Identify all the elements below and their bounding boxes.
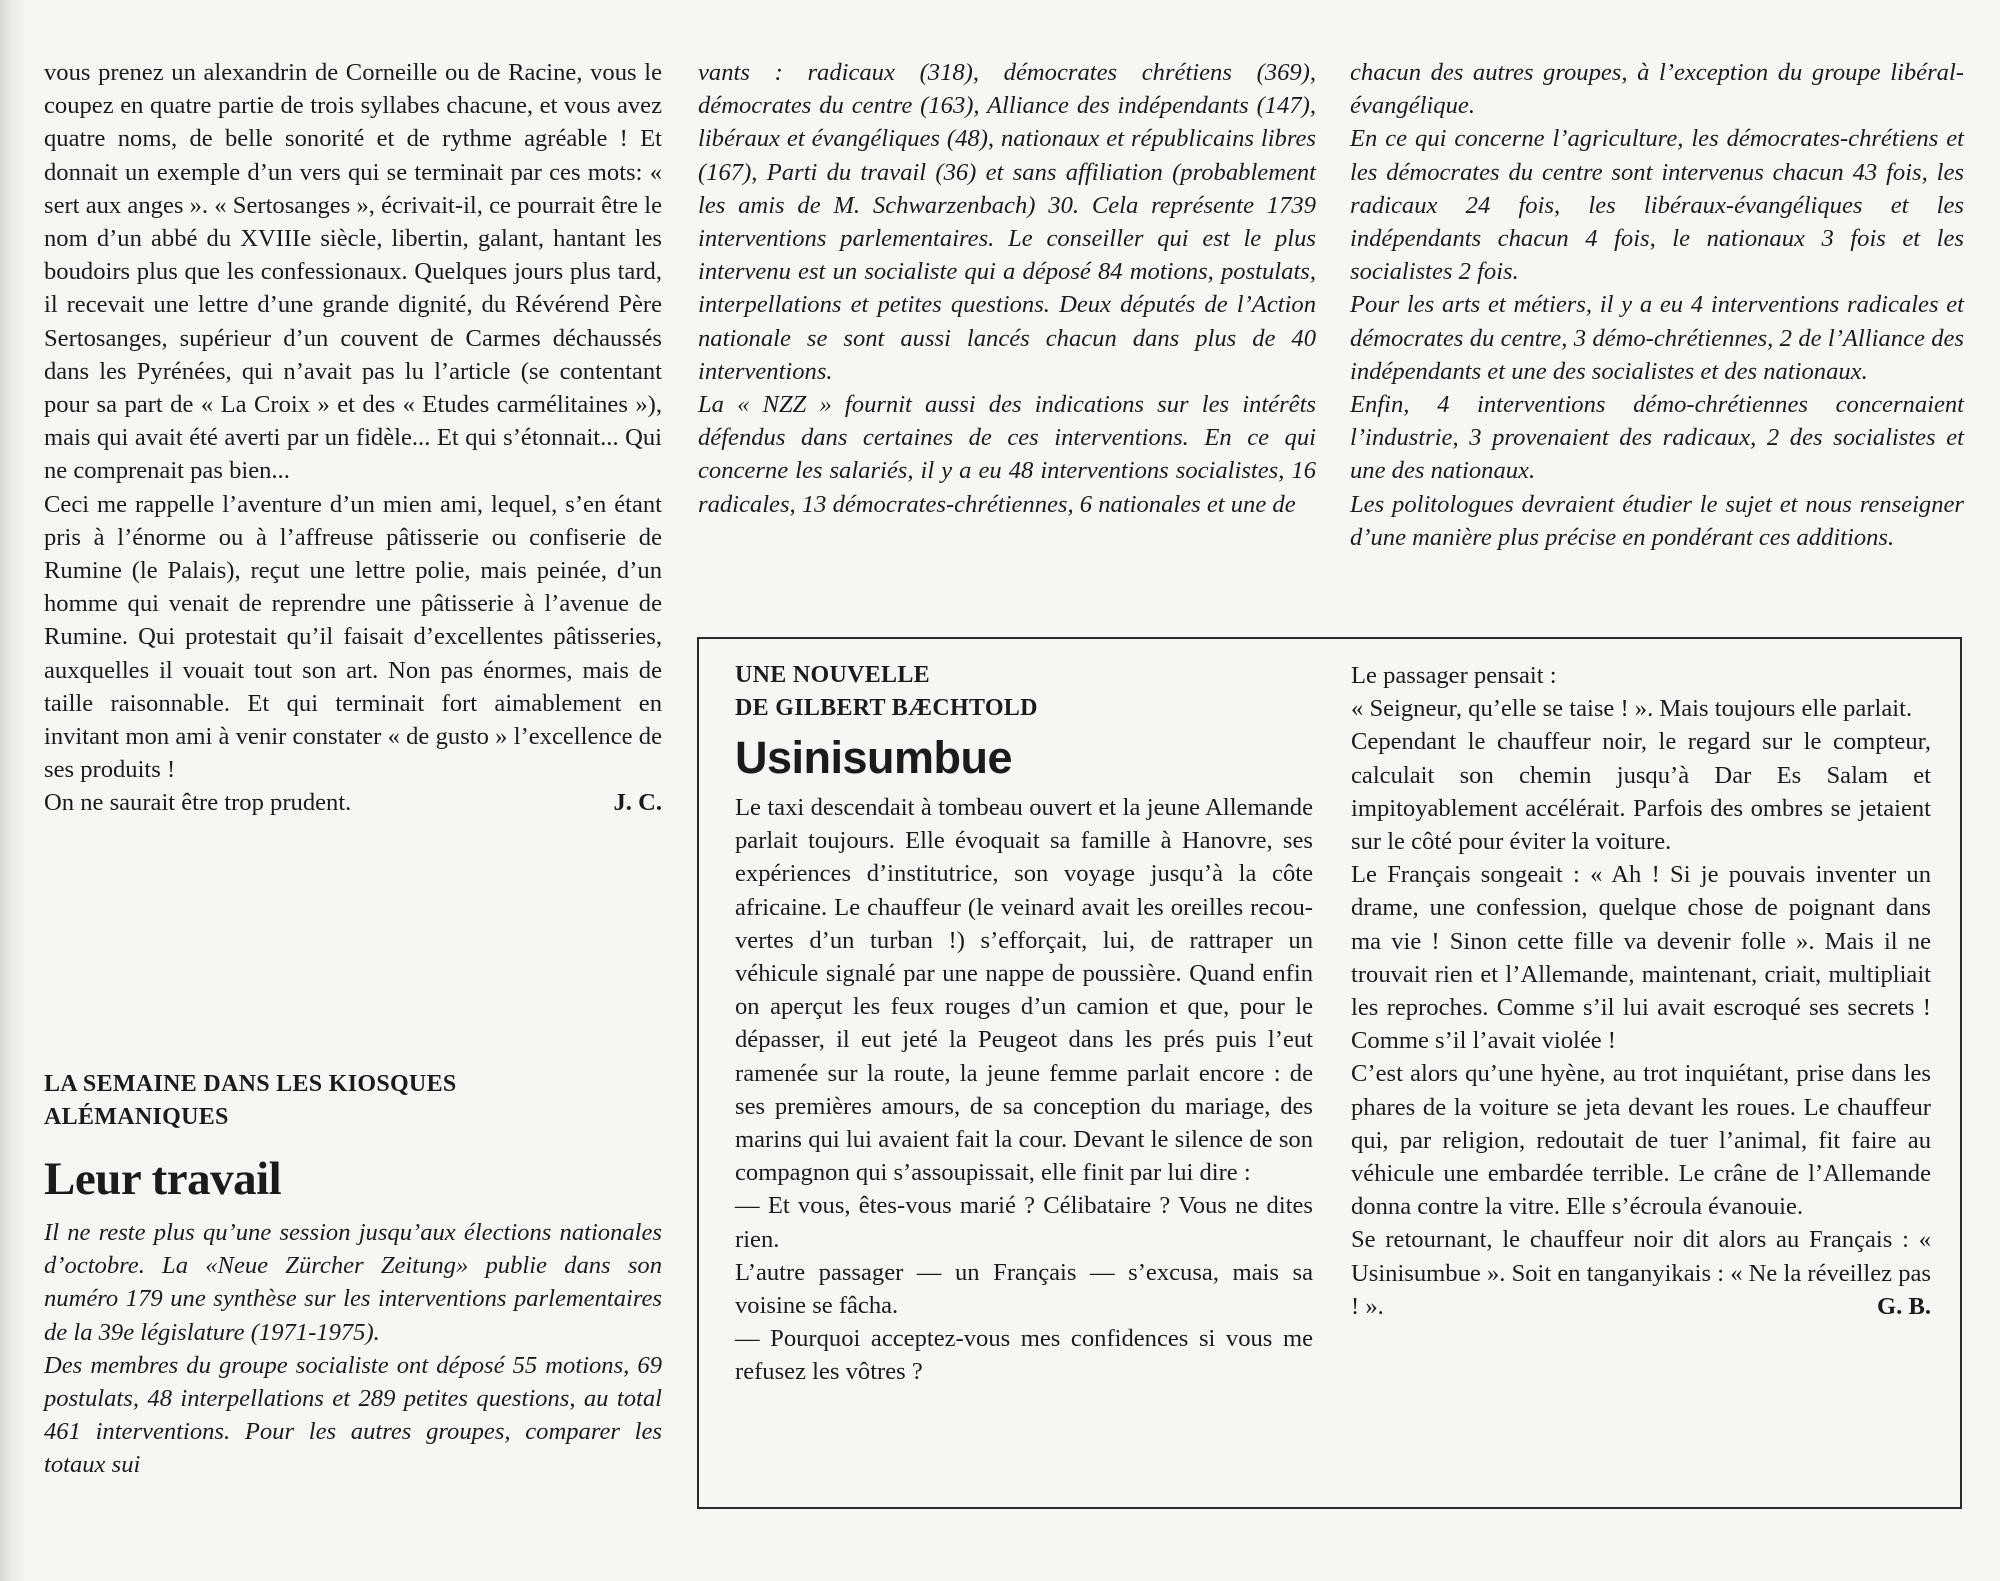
paragraph: En ce qui concerne l’agriculture, les démocrates-chrétiens et les démocrates du centre sont intervenus chacun 43 fois, les radicaux 24 fois, les libéraux-évangéliques et les indépendants chacun 4 fois, le nationaux 3 fois et les socialistes 2 fois. bbox=[1350, 125, 1964, 286]
paragraph: Ceci me rappelle l’aventure d’un mien ami, lequel, s’en étant pris à l’énorme ou à l’affreuse pâtisserie ou confiserie de Rumine (le Palais), reçut une lettre polie, mais peinée, d’un homme qui venait de reprendre une pâtisserie à l’avenue de Rumine. Qui protestait qu’il faisait d’excellentes pâtisseries, auxquelles il vouait tout son art. Non pas énormes, mais de taille raisonnable. Et qui terminait fort aimablement en invitant mon ami à venir constater « de gusto » l’excellence de ses produits ! bbox=[44, 490, 662, 784]
signature: J. C. bbox=[613, 789, 662, 817]
closing-row bbox=[44, 786, 662, 819]
story-left-column bbox=[735, 659, 1313, 1389]
paragraph: vous prenez un alexandrin de Corneille ou de Racine, vous le coupez en quatre partie de trois syllabes chacune, et vous avez quatre noms, de belle sonorité et de rythme agréable ! Et donnait un exemple d’un vers qui se terminait par ces mots: « sert aux anges ». « Sertosanges », écrivait-il, ce pourrait être le nom d’un abbé du XVIIIe siècle, libertin, galant, hantant les boudoirs plus que les confessionaux. Quelques jours plus tard, il recevait une lettre d’une grande dignité, du Révérend Père Sertosanges, supérieur d’un couvent de Carmes déchaussés dans les Pyrénées, qui n’avait pas lu l’article (se contentant pour sa part de « La Croix » et des « Etudes carmélitaines »), mais qui avait été averti par un fidèle... Et qui s’étonnait... Qui ne comprenait pas bien... bbox=[44, 59, 662, 485]
story-right-column bbox=[1351, 659, 1931, 1323]
paragraph: La « NZZ » fournit aussi des indications sur les intérêts défendus dans certaines de ces interventions. En ce qui concerne les salariés, il y a eu 48 interventions socialistes, 16 radicales, 13 démocrates-chrétiennes, 6 nationales et une de bbox=[698, 391, 1316, 518]
story-kicker: DE GILBERT BÆCHTOLD bbox=[735, 695, 1038, 721]
article-kicker: ALÉMANIQUES bbox=[44, 1104, 229, 1130]
paragraph: Des membres du groupe socialiste ont déposé 55 motions, 69 postulats, 48 interpellations et 289 petites questions, au total 461 interventions. Pour les autres groupes, comparer les totaux sui bbox=[44, 1351, 662, 1479]
paragraph: C’est alors qu’une hyène, au trot inquiétant, prise dans les phares de la voiture se jeta devant les roues. Le chauffeur qui, par religion, redoutait de tuer l’animal, fit faire au véhicule une embardée terrible. Le crâne de l’Allemande donna contre la vitre. Elle s’écroula évanouie. bbox=[1351, 1060, 1931, 1221]
paragraph: vants : radicaux (318), démocrates chrétiens (369), démocrates du centre (163), Alliance des indépendants (147), libéraux et évangéliques (48), nationaux et républicains libres (167), Parti du travail (36) et sans affiliation (probablement les amis de M. Schwarzenbach) 30. Cela représente 1739 interventions parlementaires. Le conseiller qui est le plus intervenu est un socialiste qui a déposé 84 motions, postulats, interpellations et petites questions. Deux députés de l’Action nationale se sont aussi lancés chacun dans plus de 40 interventions. bbox=[698, 59, 1316, 385]
paragraph: chacun des autres groupes, à l’exception du groupe libéral-évangélique. bbox=[1350, 59, 1964, 120]
paragraph: — Et vous, êtes-vous marié ? Célibataire ? Vous ne dites rien. bbox=[735, 1192, 1313, 1253]
paragraph: Pour les arts et métiers, il y a eu 4 interventions radicales et démocrates du centre, 3 démo-chrétiennes, 2 de l’Alliance des indépendants et une des socialistes et des nationaux. bbox=[1350, 291, 1964, 385]
article-kicker: LA SEMAINE DANS LES KIOSQUES bbox=[44, 1071, 457, 1097]
paragraph: Le taxi descendait à tombeau ouvert et la jeune Allemande parlait toujours. Elle évoquait sa famille à Hanovre, ses expériences d’institutrice, son voyage jusqu’à la côte africaine. Le chauffeur (le veinard avait les oreilles recouvertes d’un turban !) s’efforçait, lui, de rattraper un véhicule signalé par une nappe de poussière. Quand enfin on aperçut les feux rouges d’un camion et que, pour le dépasser, il eut jeté la Peugeot dans les prés puis l’eut ramenée sur la route, la jeune femme parlait encore : de ses premières amours, de sa conception du mariage, des marins qui lui avaient fait la cour. Devant le silence de son compagnon qui s’assoupissait, elle finit par lui dire : bbox=[735, 794, 1313, 1187]
closing-paragraph bbox=[1351, 1223, 1931, 1323]
closing-line: On ne saurait être trop prudent. bbox=[44, 789, 352, 817]
paragraph: Enfin, 4 interventions démo-chrétiennes concernaient l’industrie, 3 provenaient des radicaux, 2 des socialistes et une des nationaux. bbox=[1350, 391, 1964, 485]
story-kicker: UNE NOUVELLE bbox=[735, 662, 930, 688]
column-3 bbox=[1350, 56, 1964, 554]
paragraph: Le Français songeait : « Ah ! Si je pouvais inventer un drame, une confession, quelque chose de poignant dans ma vie ! Sinon cette fille va devenir folle ». Mais il ne trouvait rien et l’Allemande, maintenant, criait, multipliait les reproches. Comme s’il lui avait escroqué ses secrets ! Comme s’il l’avait violée ! bbox=[1351, 861, 1931, 1055]
signature: G. B. bbox=[1877, 1292, 1931, 1320]
story-headline: Usinisumbue bbox=[735, 732, 1013, 783]
article-headline: Leur travail bbox=[44, 1153, 282, 1205]
paragraph: Le passager pensait : bbox=[1351, 662, 1557, 689]
column-2 bbox=[698, 56, 1316, 521]
paragraph: — Pourquoi acceptez-vous mes confidences si vous me refusez les vôtres ? bbox=[735, 1325, 1313, 1386]
page-edge-shadow bbox=[0, 0, 26, 1581]
paragraph: Les politologues devraient étudier le sujet et nous renseigner d’une manière plus précise en pondérant ces additions. bbox=[1350, 490, 1964, 551]
paragraph: Il ne reste plus qu’une session jusqu’aux élections nationales d’octobre. La «Neue Zürcher Zeitung» publie dans son numéro 179 une synthèse sur les interventions parlementaires de la 39e législature (1971-1975). bbox=[44, 1219, 662, 1346]
story-box bbox=[697, 637, 1962, 1509]
paragraph: Cependant le chauffeur noir, le regard sur le compteur, calculait son chemin jusqu’à Dar Es Salam et impitoyablement accélérait. Parfois des ombres se jetaient sur le côté pour éviter la voiture. bbox=[1351, 728, 1931, 856]
closing-line: Se retournant, le chauffeur noir dit alors au Français : « Usinisumbue ». Soit en tanganyikais : « Ne la réveillez pas ! ». bbox=[1351, 1226, 1931, 1320]
paragraph: L’autre passager — un Français — s’excusa, mais sa voisine se fâcha. bbox=[735, 1258, 1313, 1320]
column-1 bbox=[44, 56, 662, 820]
paragraph: « Seigneur, qu’elle se taise ! ». Mais toujours elle parlait. bbox=[1351, 695, 1913, 723]
article-leur-travail bbox=[44, 1068, 662, 1482]
